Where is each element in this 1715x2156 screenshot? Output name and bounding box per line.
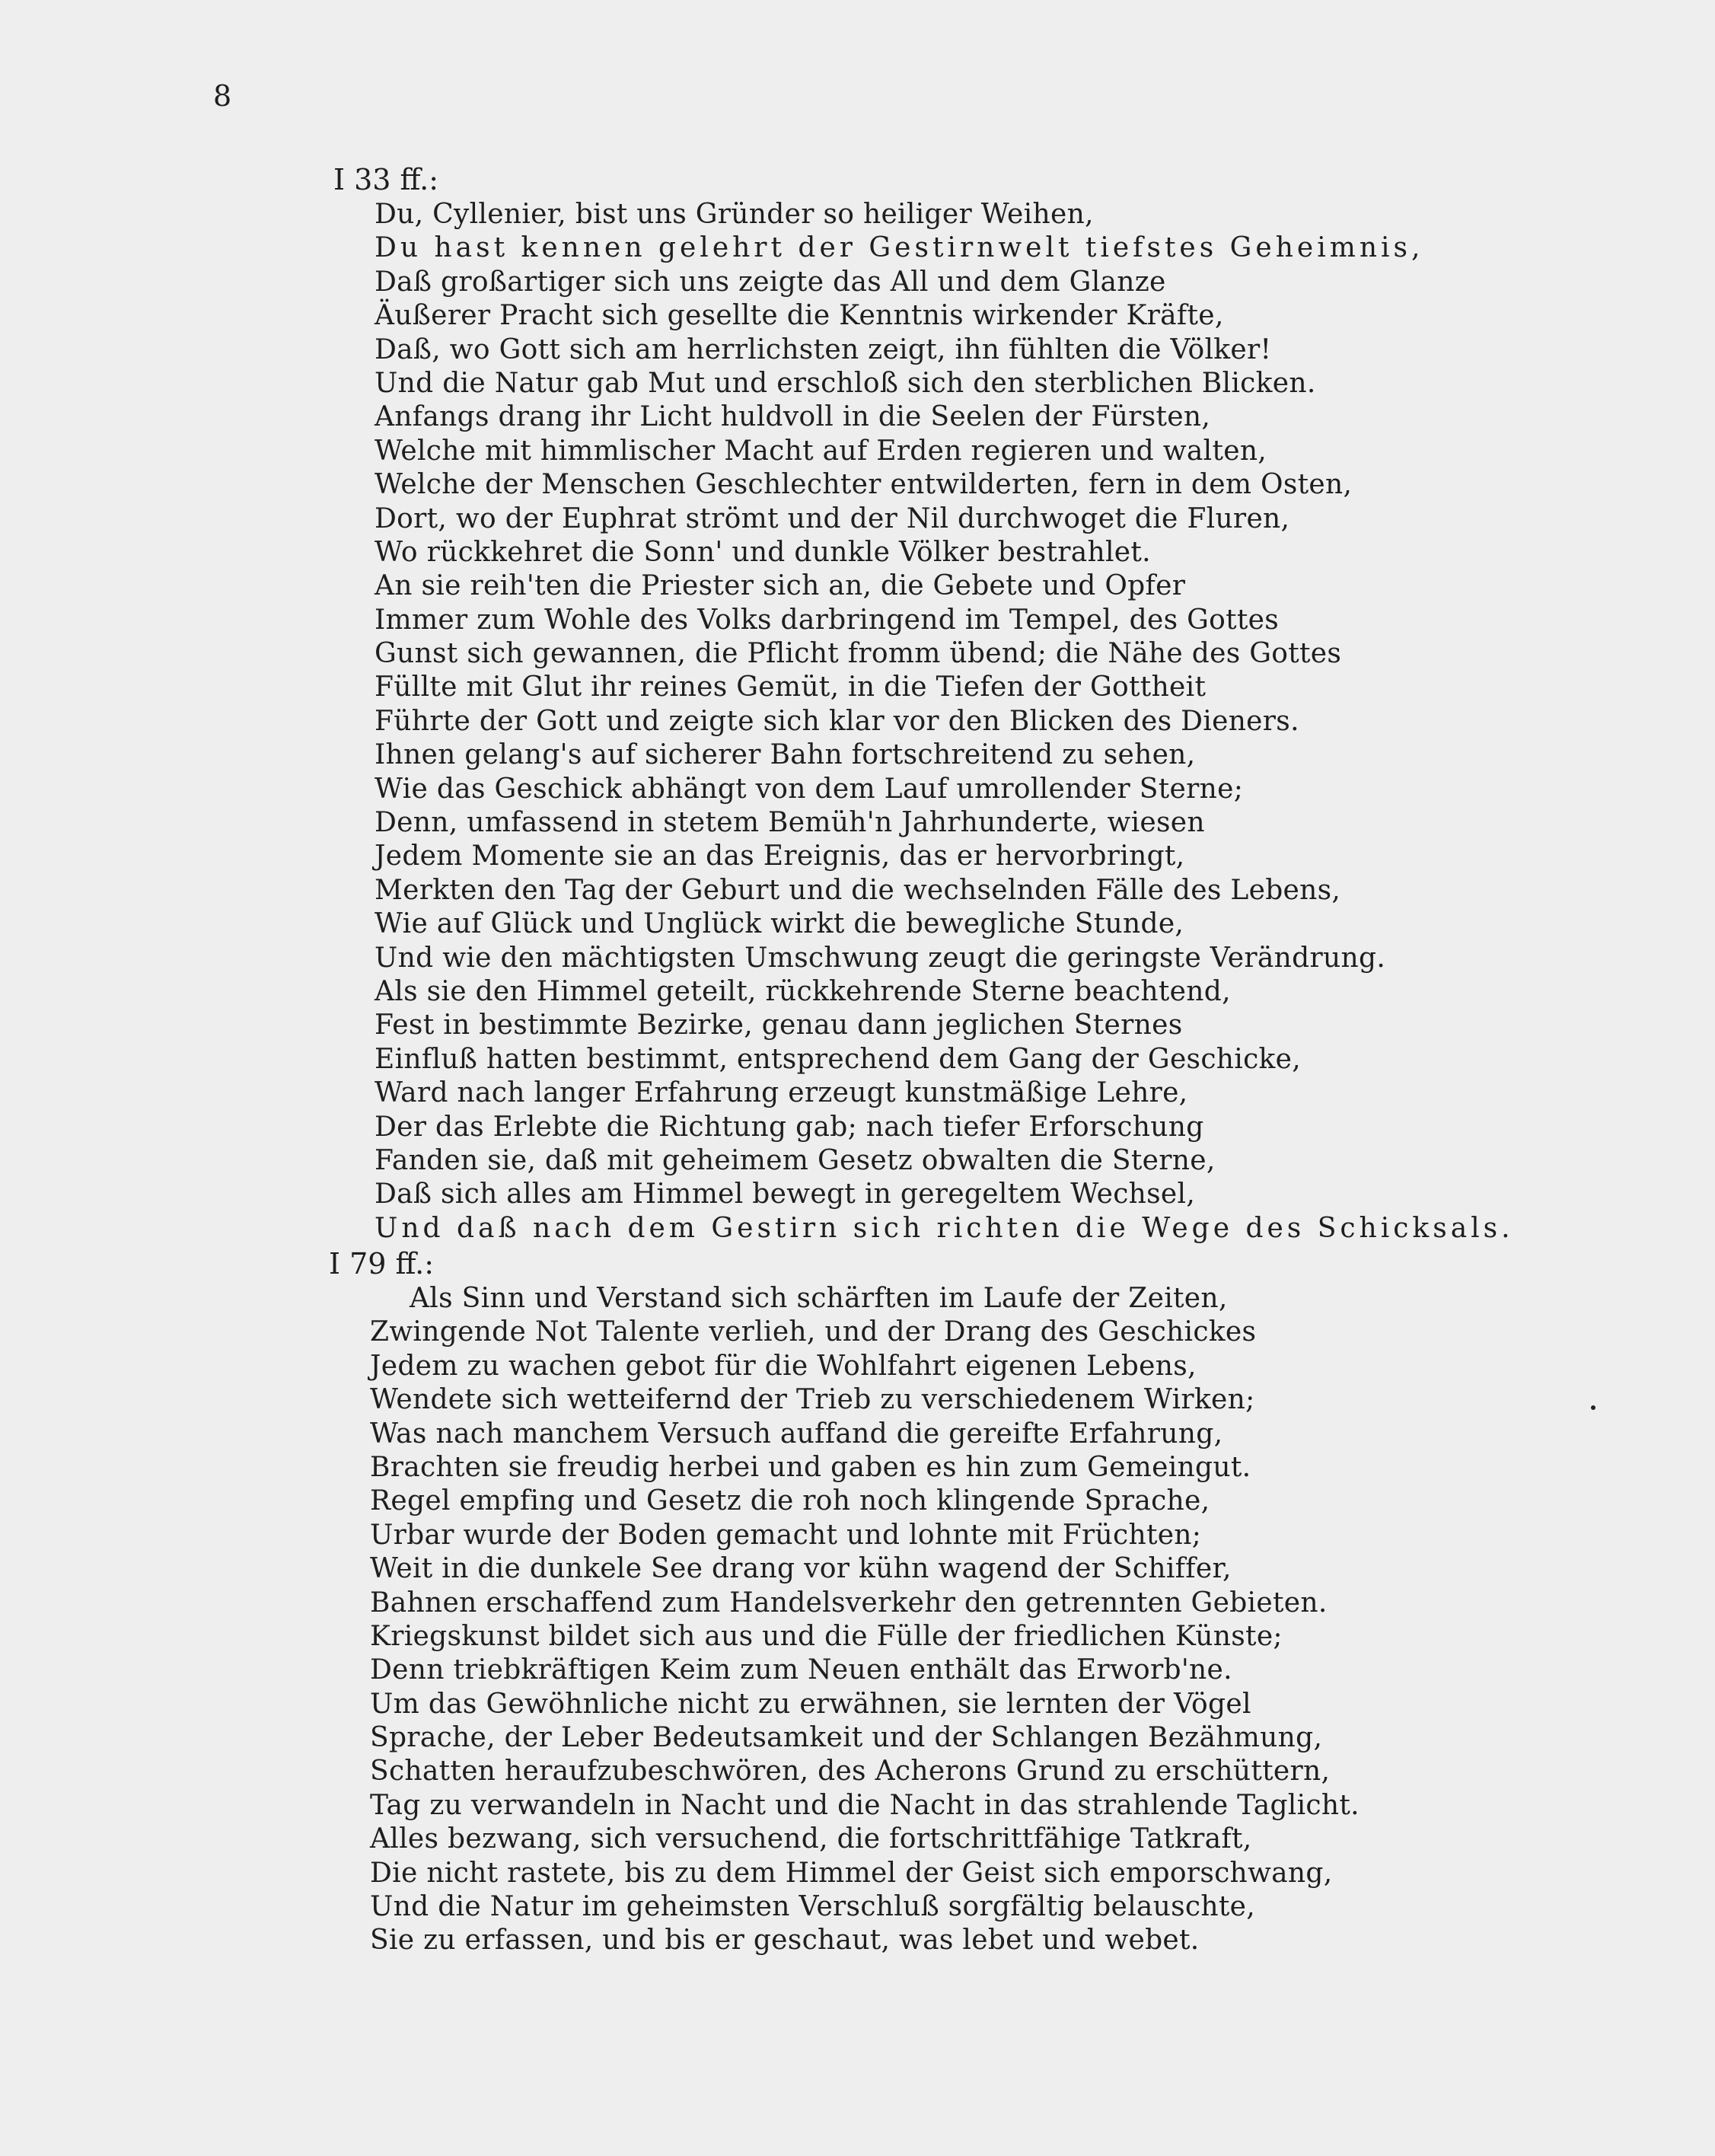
verse-line: Dort, wo der Euphrat strömt und der Nil durchwoget die Fluren, — [375, 502, 1290, 534]
stray-dot-mark — [1591, 1405, 1595, 1410]
verse-line: Denn, umfassend in stetem Bemüh'n Jahrhunderte, wiesen — [375, 807, 1205, 839]
verse-line: Welche mit himmlischer Macht auf Erden regieren und walten, — [375, 435, 1267, 467]
verse-section-i-79 — [0, 1245, 1715, 1958]
verse-line: Und die Natur im geheimsten Verschluß sorgfältig belauschte, — [370, 1891, 1255, 1923]
verse-line: Zwingende Not Talente verlieh, und der Drang des Geschickes — [370, 1316, 1257, 1348]
verse-line: Was nach manchem Versuch auffand die gereifte Erfahrung, — [370, 1418, 1223, 1450]
verse-line: Fanden sie, daß mit geheimem Gesetz obwalten die Sterne, — [375, 1144, 1216, 1176]
verse-line: Jedem zu wachen gebot für die Wohlfahrt eigenen Lebens, — [370, 1350, 1197, 1382]
verse-line: Wie auf Glück und Unglück wirkt die bewegliche Stunde, — [375, 908, 1184, 940]
verse-line: Denn triebkräftigen Keim zum Neuen enthält das Erworb'ne. — [370, 1654, 1232, 1686]
verse-section-i-33 — [0, 161, 1715, 1245]
verse-line: Ihnen gelang's auf sicherer Bahn fortschreitend zu sehen, — [375, 739, 1196, 771]
verse-line: Schatten heraufzubeschwören, des Acherons Grund zu erschüttern, — [370, 1756, 1331, 1788]
section-heading: I 79 ff.: — [329, 1247, 435, 1281]
verse-line: Führte der Gott und zeigte sich klar vor den Blicken des Dieners. — [375, 705, 1299, 737]
page-number: 8 — [213, 79, 232, 113]
verse-line: Bahnen erschaffend zum Handelsverkehr den getrennten Gebieten. — [370, 1587, 1328, 1619]
verse-line: Immer zum Wohle des Volks darbringend im Tempel, des Gottes — [375, 604, 1280, 636]
verse-line: Tag zu verwandeln in Nacht und die Nacht in das strahlende Taglicht. — [370, 1789, 1360, 1821]
verse-line: Ward nach langer Erfahrung erzeugt kunstmäßige Lehre, — [375, 1077, 1188, 1109]
verse-line: Füllte mit Glut ihr reines Gemüt, in die Tiefen der Gottheit — [375, 671, 1207, 703]
verse-line: Regel empfing und Gesetz die roh noch klingende Sprache, — [370, 1485, 1210, 1517]
verse-line: Der das Erlebte die Richtung gab; nach tiefer Erforschung — [375, 1111, 1204, 1143]
verse-line: Welche der Menschen Geschlechter entwilderten, fern in dem Osten, — [375, 469, 1353, 501]
verse-line: Die nicht rastete, bis zu dem Himmel der Geist sich emporschwang, — [370, 1857, 1333, 1889]
verse-line: Und wie den mächtigsten Umschwung zeugt die geringste Verändrung. — [375, 942, 1386, 974]
verse-line: Du hast kennen gelehrt der Gestirnwelt tiefstes Geheimnis, — [375, 232, 1424, 264]
section-heading: I 33 ff.: — [333, 163, 439, 196]
verse-line: Urbar wurde der Boden gemacht und lohnte mit Früchten; — [370, 1519, 1202, 1551]
verse-line: Daß, wo Gott sich am herrlichsten zeigt, ihn fühlten die Völker! — [375, 333, 1272, 365]
verse-line: Gunst sich gewannen, die Pflicht fromm übend; die Nähe des Gottes — [375, 638, 1342, 670]
verse-line: Und daß nach dem Gestirn sich richten die Wege des Schicksals. — [375, 1212, 1514, 1244]
verse-line: Alles bezwang, sich versuchend, die fortschrittfähige Tatkraft, — [370, 1823, 1252, 1855]
verse-line: Wie das Geschick abhängt von dem Lauf umrollender Sterne; — [375, 773, 1244, 805]
verse-line: Wo rückkehret die Sonn' und dunkle Völker bestrahlet. — [375, 536, 1151, 568]
verse-line: Fest in bestimmte Bezirke, genau dann jeglichen Sternes — [375, 1009, 1183, 1041]
verse-line: Daß großartiger sich uns zeigte das All und dem Glanze — [375, 266, 1166, 298]
verse-line: Brachten sie freudig herbei und gaben es hin zum Gemeingut. — [370, 1451, 1251, 1483]
verse-line: Anfangs drang ihr Licht huldvoll in die Seelen der Fürsten, — [375, 401, 1211, 433]
verse-line: Als sie den Himmel geteilt, rückkehrende Sterne beachtend, — [375, 975, 1231, 1007]
verse-line: An sie reih'ten die Priester sich an, die Gebete und Opfer — [375, 570, 1186, 602]
verse-line: Um das Gewöhnliche nicht zu erwähnen, sie lernten der Vögel — [370, 1688, 1251, 1720]
verse-line: Und die Natur gab Mut und erschloß sich den sterblichen Blicken. — [375, 367, 1316, 399]
verse-line: Sprache, der Leber Bedeutsamkeit und der Schlangen Bezähmung, — [370, 1722, 1323, 1754]
verse-line: Merkten den Tag der Geburt und die wechselnden Fälle des Lebens, — [375, 874, 1341, 906]
verse-line: Du, Cyllenier, bist uns Gründer so heiliger Weihen, — [375, 199, 1094, 230]
verse-line: Daß sich alles am Himmel bewegt in geregeltem Wechsel, — [375, 1178, 1196, 1210]
verse-line: Weit in die dunkele See drang vor kühn wagend der Schiffer, — [370, 1553, 1232, 1585]
verse-line: Sie zu erfassen, und bis er geschaut, was lebet und webet. — [370, 1925, 1200, 1957]
verse-line: Äußerer Pracht sich gesellte die Kenntnis wirkender Kräfte, — [375, 300, 1224, 332]
verse-line: Als Sinn und Verstand sich schärften im Laufe der Zeiten, — [410, 1283, 1228, 1314]
verse-line: Einfluß hatten bestimmt, entsprechend dem Gang der Geschicke, — [375, 1043, 1302, 1075]
verse-line: Wendete sich wetteifernd der Trieb zu verschiedenem Wirken; — [370, 1384, 1255, 1416]
verse-line: Kriegskunst bildet sich aus und die Fülle der friedlichen Künste; — [370, 1620, 1283, 1652]
verse-line: Jedem Momente sie an das Ereignis, das er hervorbringt, — [375, 840, 1185, 872]
